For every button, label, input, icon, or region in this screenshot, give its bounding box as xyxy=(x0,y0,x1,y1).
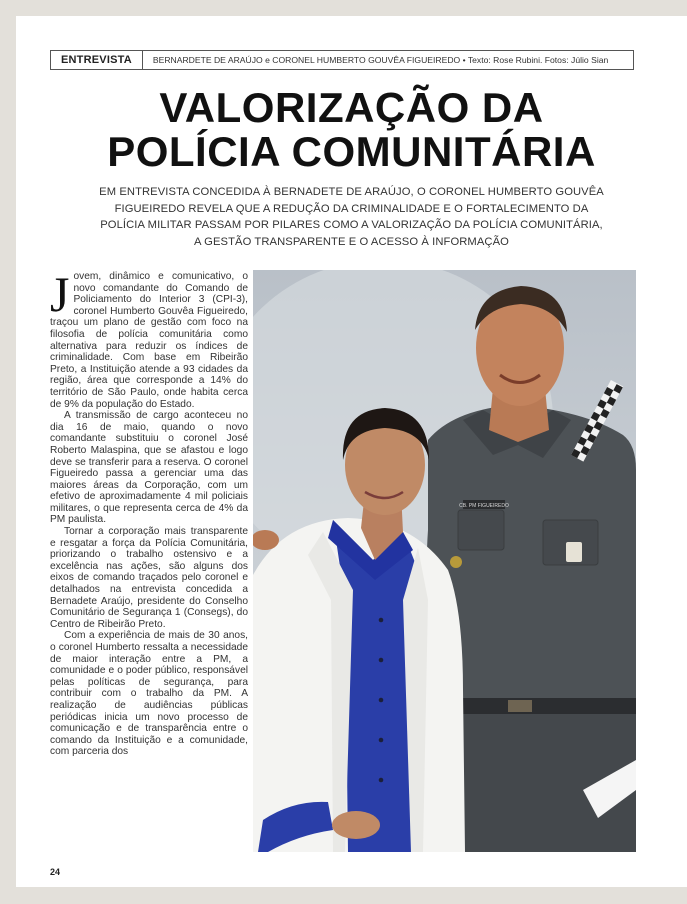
magazine-page xyxy=(16,16,687,887)
interview-photo xyxy=(253,270,636,852)
paragraph-1-text: ovem, dinâmico e comunicativo, o novo comandante do Comando de Policiamento do Interior 3 (CPI-3), coronel Humberto Gouvêa Figueiredo, traçou um plano de gestão com foco na filosofia de polícia comunitária como alternativa para reduzir os índices de criminalidade. Com base em Ribeirão Preto, a Instituição atende a 93 cidades da região, área que corresponde a 14% do território de São Paulo, onde habita cerca de 9% da população do Estado. xyxy=(50,271,248,410)
article-headline xyxy=(16,86,687,174)
article-credits: BERNARDETE DE ARAÚJO e CORONEL HUMBERTO GOUVÊA FIGUEIREDO • Texto: Rose Rubini. Fotos: Júlio Sian xyxy=(152,55,609,65)
drop-cap: J xyxy=(50,266,70,322)
uniform-name-tag: CB. PM FIGUEIREDO xyxy=(459,503,509,509)
page-number: 24 xyxy=(50,867,61,877)
headline-line-1: VALORIZAÇÃO DA xyxy=(159,84,544,131)
paragraph-2: A transmissão de cargo aconteceu no dia 16 de maio, quando o novo comandante substituiu o coronel José Roberto Malaspina, que se afastou e logo deve se transferir para a reserva. O coronel Figueiredo passa a gerenciar uma das maiores áreas da Corporação, com um efetivo de aproximadamente 4 mil policiais militares, o que representa cerca de 4% da PM paulista. xyxy=(50,410,248,526)
paragraph-1 xyxy=(50,266,248,410)
article-body xyxy=(50,266,248,758)
headline-line-2: POLÍCIA COMUNITÁRIA xyxy=(107,128,596,175)
article-lead: EM ENTREVISTA CONCEDIDA À BERNADETE DE ARAÚJO, O CORONEL HUMBERTO GOUVÊA FIGUEIREDO REVELA QUE A REDUÇÃO DA CRIMINALIDADE E O FORTALECIMENTO DA POLÍCIA MILITAR PASSAM POR PILARES COMO A VALORIZAÇÃO DA POLÍCIA COMUNITÁRIA, A GESTÃO TRANSPARENTE E O ACESSO À INFORMAÇÃO xyxy=(99,186,604,248)
article-header-bar xyxy=(50,50,634,70)
section-label: ENTREVISTA xyxy=(51,51,143,69)
paragraph-3: Tornar a corporação mais transparente e resgatar a força da Polícia Comunitária, priorizando o trabalho ostensivo e a excelência nas ações, são alguns dos eixos de comando traçados pelo coronel e detalhados na entrevista concedida a Bernadete Araújo, presidente do Conselho Comunitário de Segurança 1 (Consegs), do Centro de Ribeirão Preto. xyxy=(50,526,248,630)
paragraph-4: Com a experiência de mais de 30 anos, o coronel Humberto ressalta a necessidade de maior interação entre a PM, a comunidade e o poder público, responsável pelas políticas de segurança, para contribuir com o trabalho da PM. A realização de audiências públicas periódicas inicia um novo processo de comunicação e de transparência entre o comando da Instituição e a comunidade, com parceria dos xyxy=(50,630,248,758)
photo-illustration xyxy=(253,270,636,852)
